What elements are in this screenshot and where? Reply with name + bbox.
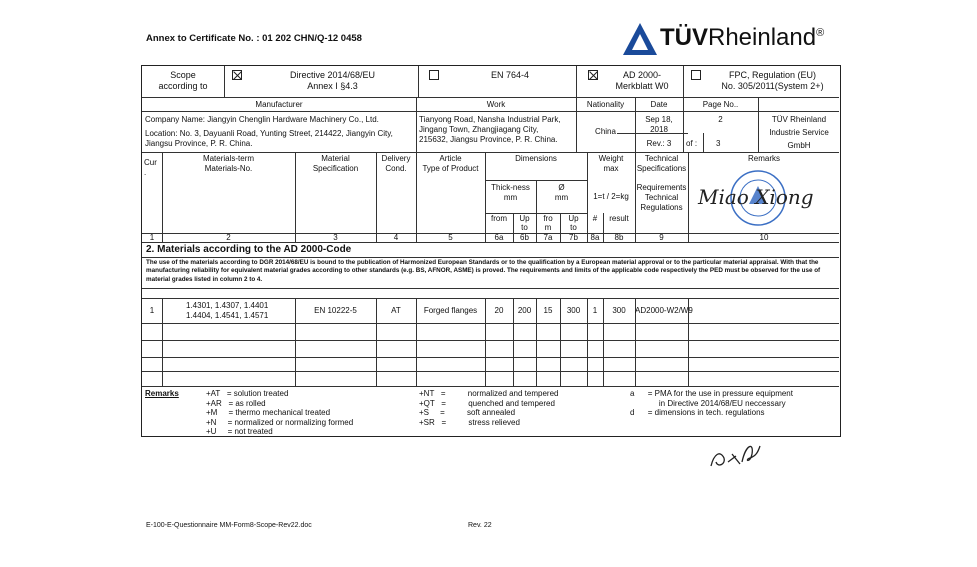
row-article: Forged flanges (423, 306, 478, 315)
col-article: Article Type of Product (422, 154, 479, 173)
scope-form (141, 65, 841, 437)
row-dia-from: 15 (543, 306, 553, 315)
colnum-5: 5 (448, 233, 453, 242)
col-weight: Weight max (598, 154, 624, 173)
col-requirements: Requirements Technical Regulations (636, 183, 687, 212)
checkbox-ad2000[interactable] (588, 70, 598, 80)
issuer: TÜV Rheinland Industrie Service GmbH (769, 115, 829, 150)
nationality-heading: Nationality (586, 100, 625, 109)
colnum-6a: 6a (494, 233, 504, 242)
col-spec: Material Specification (312, 154, 359, 173)
checkbox-en764[interactable] (429, 70, 439, 80)
page-number: 2 (718, 115, 723, 124)
signature-text: Miao Xiong (698, 185, 814, 209)
col-from: from (491, 214, 507, 223)
nationality-value: China (595, 127, 616, 136)
row-cur: 1 (149, 306, 155, 315)
col-technical: Technical Specifications (636, 154, 687, 173)
date-heading: Date (650, 100, 668, 109)
row-thick-from: 20 (494, 306, 504, 315)
remarks-delivery-codes: +AT = solution treated +AR = as rolled +M = thermo mechanical treated +N = normalized or normalizing formed +U = not treated (206, 389, 354, 437)
fpc-text: FPC, Regulation (EU) No. 305/2011(System 2+) (721, 70, 824, 91)
col-thickness: Thick-ness mm (491, 183, 530, 202)
col-weight-code: 1=t / 2=kg (593, 192, 629, 201)
col-diameter: Ø mm (554, 183, 569, 202)
tuv-logo-text: TÜVRheinland® (660, 24, 825, 51)
footer-revision: Rev. 22 (468, 522, 492, 529)
remarks-heat-codes: +NT = normalized and tempered +QT = quenched and tempered +S = soft annealed +SR = stress relieved (419, 389, 559, 427)
row-spec: EN 10222-5 (314, 306, 357, 315)
colnum-7a: 7a (543, 233, 553, 242)
colnum-1: 1 (149, 233, 155, 242)
directive-text: Directive 2014/68/EU Annex I §4.3 (289, 70, 376, 91)
checkbox-fpc[interactable] (691, 70, 701, 80)
col-materials: Materials-term Materials-No. (202, 154, 255, 173)
date-value: Sep 18, 2018 (645, 115, 673, 134)
row-delivery: AT (391, 306, 401, 315)
col-upto-d: Up to (568, 214, 579, 232)
col-cur: Cur . (144, 158, 157, 177)
company-name: Company Name: Jiangyin Chenglin Hardware Machinery Co., Ltd. (145, 115, 379, 124)
col-remarks: Remarks (747, 154, 780, 163)
work-address: Tianyong Road, Nansha Industrial Park, Jingang Town, Zhangjiagang City, 215632, Jiangsu Province, P. R. China. (419, 115, 561, 144)
colnum-9: 9 (659, 233, 664, 242)
row-weight-result: 300 (612, 306, 626, 315)
section-title: 2. Materials according to the AD 2000-Code (146, 244, 352, 255)
footer-filename: E-100-E-Questionnaire MM-Form8-Scope-Rev22.doc (146, 522, 312, 529)
remarks-notes: a = PMA for the use in pressure equipment in Directive 2014/68/EU neccessary d = dimensions in tech. regulations (630, 389, 793, 418)
checkbox-directive[interactable] (232, 70, 242, 80)
work-heading: Work (486, 100, 506, 109)
col-from-d: fro m (543, 214, 553, 232)
col-dimensions: Dimensions (515, 154, 557, 163)
col-weight-hash: # (592, 214, 598, 223)
manufacturer-heading: Manufacturer (255, 100, 303, 109)
col-upto: Up to (519, 214, 530, 232)
rev-value: Rev.: 3 (646, 139, 672, 148)
colnum-2: 2 (226, 233, 231, 242)
colnum-7b: 7b (569, 233, 578, 242)
of-value: 3 (716, 139, 721, 148)
annex-title: Annex to Certificate No. : 01 202 CHN/Q-12 0458 (146, 33, 362, 44)
colnum-6b: 6b (520, 233, 529, 242)
tuv-triangle-icon (622, 22, 658, 56)
row-thick-up: 200 (517, 306, 532, 315)
colnum-8a: 8a (590, 233, 600, 242)
page-heading: Page No.. (702, 100, 739, 109)
company-location: Location: No. 3, Dayuanli Road, Yunting Street, 214422, Jiangyin City, Jiangsu Province, P. R. China. (145, 129, 393, 148)
signature-stamp (698, 168, 818, 228)
colnum-4: 4 (393, 233, 399, 242)
ad2000-text: AD 2000- Merkblatt W0 (615, 70, 669, 91)
scope-label: Scope according to (158, 70, 208, 91)
colnum-8b: 8b (614, 233, 624, 242)
handwritten-signature (706, 436, 766, 476)
section-text: The use of the materials according to DGR 2014/68/EU is bound to the publication of Harmonized European Standards or to the qualification by a European material approval or to the particular material appraisal. With that the manufacturing reliability for equivalent material grades according to other standards (e.g. BS, AFNOR, ASME) is proved. The requirements and limits of the applicable code respectively the PED must be observed for the use of material grades listed in column 2 to 4. (146, 259, 821, 283)
colnum-3: 3 (333, 233, 338, 242)
col-result: result (609, 214, 629, 223)
row-weight-code: 1 (592, 306, 598, 315)
row-technical: AD2000-W2/W9 (635, 306, 693, 315)
tuv-logo (622, 20, 842, 60)
en764-text: EN 764-4 (490, 70, 530, 80)
row-dia-up: 300 (566, 306, 581, 315)
remarks-label: Remarks (145, 389, 179, 398)
row-materials: 1.4301, 1.4307, 1.4401 1.4404, 1.4541, 1.4571 (186, 301, 269, 320)
of-label: of : (686, 139, 698, 148)
colnum-10: 10 (759, 233, 769, 242)
col-delivery: Delivery Cond. (381, 154, 411, 173)
